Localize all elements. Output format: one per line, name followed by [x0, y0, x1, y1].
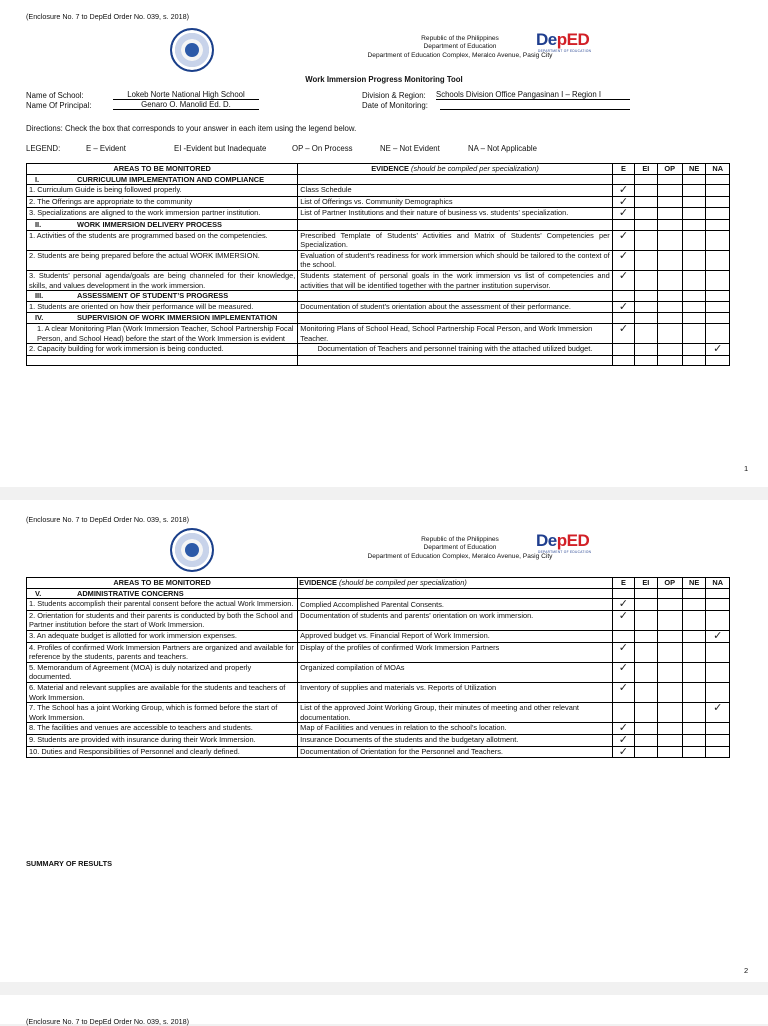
table-row: 3. Specializations are aligned to the work immersion partner institution. List of Partner Institutions and their nature of business vs. students’ specialization. ✓: [27, 208, 730, 220]
legend-op: OP – On Process: [292, 144, 353, 153]
checkbox-e[interactable]: [612, 185, 634, 197]
table-row: 10. Duties and Responsibilities of Personnel and clearly defined. Documentation of Orientation for the Personnel and Teachers. ✓: [27, 746, 730, 758]
page-number: 2: [744, 966, 749, 975]
section-row: I. CURRICULUM IMPLEMENTATION AND COMPLIANCE: [27, 174, 730, 185]
legend-ei: EI -Evident but Inadequate: [174, 144, 267, 153]
page-title: Work Immersion Progress Monitoring Tool: [305, 75, 463, 84]
address-text: Department of Education Complex, Meralco Avenue, Pasig City: [367, 51, 553, 59]
section-row: IV. SUPERVISION OF WORK IMMERSION IMPLEMENTATION: [27, 313, 730, 324]
checkbox-na[interactable]: [706, 344, 730, 356]
legend-label: LEGEND:: [26, 144, 61, 153]
directions-text: Directions: Check the box that corresponds to your answer in each item using the legend below.: [26, 124, 357, 133]
table-row: 1. Students are oriented on how their performance will be measured. Documentation of student’s orientation about the assessment of their performance. ✓: [27, 301, 730, 313]
table-row: 7. The School has a joint Working Group, which is formed before the start of Work Immersion. List of the approved Joint Working Group, their minutes of meeting and other relevant documentation. ✓: [27, 703, 730, 723]
checkbox-e[interactable]: [612, 270, 634, 290]
principal-label: Name Of Principal:: [26, 101, 92, 110]
table-row: 2. Orientation for students and their parents is conducted by both the School and Partner institution before the start of Work Immersion. Documentation of students and parents’ orientation on work immersion. ✓: [27, 610, 730, 630]
legend-na: NA – Not Applicable: [468, 144, 537, 153]
document-page-3: [0, 995, 768, 1024]
check-icon: ✓: [618, 184, 629, 197]
check-icon: ✓: [618, 195, 629, 208]
table-row-empty: [27, 355, 730, 365]
table-header-row: [27, 164, 730, 175]
date-field[interactable]: [440, 100, 630, 110]
checkbox-e[interactable]: [612, 323, 634, 343]
checkbox-e[interactable]: [612, 230, 634, 250]
enclosure-note: (Enclosure No. 7 to DepEd Order No. 039, s. 2018): [26, 515, 189, 524]
col-op-header: OP: [657, 164, 682, 175]
col-ei-header: EI: [635, 164, 657, 175]
table-row: 1. Curriculum Guide is being followed properly. Class Schedule ✓: [27, 185, 730, 197]
col-ne-header: NE: [682, 164, 706, 175]
check-icon: ✓: [618, 722, 629, 735]
table-row: 6. Material and relevant supplies are available for the students and teachers of Work Immersion. Inventory of supplies and materials vs. Reports of Utilization ✓: [27, 682, 730, 702]
check-icon: ✓: [618, 641, 629, 654]
table-row: 3. An adequate budget is allotted for work immersion expenses. Approved budget vs. Financial Report of Work Immersion. ✓: [27, 630, 730, 642]
table-row: 2. The Offerings are appropriate to the community List of Offerings vs. Community Demographics ✓: [27, 196, 730, 208]
legend-ne: NE – Not Evident: [380, 144, 440, 153]
deped-logo-icon: DepED DEPARTMENT OF EDUCATION: [536, 30, 592, 53]
deped-seal-icon: [170, 28, 214, 72]
enclosure-note: (Enclosure No. 7 to DepEd Order No. 039, s. 2018): [26, 12, 189, 21]
evidence-header: EVIDENCE (should be compiled per specialization): [298, 164, 612, 175]
table-row: 2. Capacity building for work immersion is being conducted. Documentation of Teachers and personnel training with the attached utilized budget. ✓: [27, 344, 730, 356]
table-row: 1. Activities of the students are programmed based on the competencies. Prescribed Template of Students’ Activities and Matrix of Students’ Competencies per Specialization. ✓: [27, 230, 730, 250]
document-page-2: [0, 500, 768, 982]
col-e-header: E: [612, 164, 634, 175]
date-label: Date of Monitoring:: [362, 101, 428, 110]
document-page-1: [0, 0, 768, 487]
republic-text: Republic of the Philippines: [421, 35, 499, 42]
table-row: 8. The facilities and venues are accessible to teachers and students. Map of Facilities and venues in relation to the school’s location. ✓: [27, 723, 730, 735]
legend-e: E – Evident: [86, 144, 126, 153]
check-icon: ✓: [618, 661, 629, 674]
division-label: Division & Region:: [362, 91, 426, 100]
header-block: Republic of the Philippines Department of Education Department of Education Complex, Meralco Avenue, Pasig City: [367, 536, 553, 560]
summary-heading: SUMMARY OF RESULTS: [26, 859, 113, 868]
table-row: 3. Students’ personal agenda/goals are being channeled for their knowledge, skills, and values development in the work immersion. Students statement of personal goals in the work immersion vs list of competencies and activities that will be identified together with the partner institution supervisor. ✓: [27, 270, 730, 290]
table-row: 1. A clear Monitoring Plan (Work Immersion Teacher, School Partnership Focal Person, and School Head) before the start of the Work Immersion is evident Monitoring Plans of School Head, School Partnership Focal Person, and Work Immersion Teacher. ✓: [27, 323, 730, 343]
check-icon: ✓: [618, 745, 629, 758]
table-row: 1. Students accomplish their parental consent before the actual Work Immersion. Complied Accomplished Parental Consents. ✓: [27, 599, 730, 611]
table-row: 5. Memorandum of Agreement (MOA) is duly notarized and properly documented. Organized compilation of MOAs ✓: [27, 662, 730, 682]
check-icon: ✓: [713, 702, 723, 715]
page-number: 1: [744, 464, 749, 473]
table-header-row: AREAS TO BE MONITORED EVIDENCE (should be compiled per specialization) E EI OP NE NA: [27, 578, 730, 589]
check-icon: ✓: [618, 269, 629, 282]
checkbox-e[interactable]: [612, 301, 634, 313]
table-row: 2. Students are being prepared before the actual WORK IMMERSION. Evaluation of student’s readiness for work immersion which should be tailored to the context of the school. ✓: [27, 250, 730, 270]
areas-header: AREAS TO BE MONITORED: [27, 164, 298, 175]
table-row: 4. Profiles of confirmed Work Immersion Partners are organized and available for reference by the students, parents and teachers. Display of the profiles of confirmed Work Immersion Partners ✓: [27, 642, 730, 662]
check-icon: ✓: [618, 300, 629, 313]
check-icon: ✓: [618, 681, 629, 694]
check-icon: ✓: [618, 207, 629, 220]
section-row: III. ASSESSMENT OF STUDENT’S PROGRESS: [27, 291, 730, 302]
check-icon: ✓: [618, 609, 629, 622]
checkbox-e[interactable]: [612, 208, 634, 220]
check-icon: ✓: [618, 733, 629, 746]
checkbox-e[interactable]: [612, 196, 634, 208]
division-value: Schools Division Office Pangasinan I – Region I: [436, 90, 630, 100]
check-icon: ✓: [713, 629, 723, 642]
school-label: Name of School:: [26, 91, 84, 100]
check-icon: ✓: [618, 249, 629, 262]
check-icon: ✓: [618, 229, 629, 242]
deped-seal-icon: [170, 528, 214, 572]
checkbox-e[interactable]: [612, 250, 634, 270]
check-icon: ✓: [618, 598, 629, 611]
department-text: Department of Education: [423, 43, 497, 51]
table-row: 9. Students are provided with insurance during their Work Immersion. Insurance Documents of the students and the budgetary allotment. ✓: [27, 734, 730, 746]
monitoring-table-2: [26, 577, 730, 758]
monitoring-table-1: [26, 163, 730, 366]
check-icon: ✓: [618, 322, 629, 335]
section-row: II. WORK IMMERSION DELIVERY PROCESS: [27, 219, 730, 230]
deped-logo-icon: DepED DEPARTMENT OF EDUCATION: [536, 531, 592, 554]
school-value: Lokeb Norte National High School: [113, 90, 259, 100]
section-row: V. ADMINISTRATIVE CONCERNS: [27, 588, 730, 599]
check-icon: ✓: [713, 343, 723, 356]
principal-value: Genaro O. Manolid Ed. D.: [113, 100, 259, 110]
enclosure-note: (Enclosure No. 7 to DepEd Order No. 039, s. 2018): [26, 1017, 189, 1026]
col-na-header: NA: [706, 164, 730, 175]
